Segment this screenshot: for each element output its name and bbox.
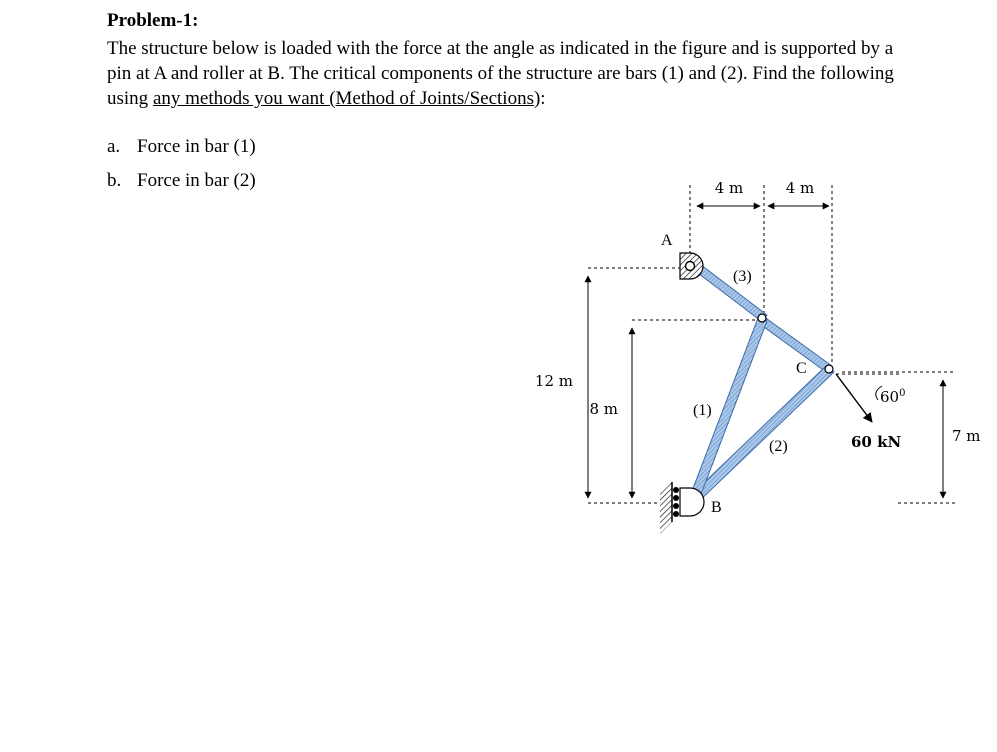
pin-support-a [680, 253, 703, 279]
force-arrow [836, 374, 872, 422]
dim-label-8m: 8 m [589, 400, 618, 418]
bar-2-member [687, 366, 834, 505]
roller-b-wheel-4 [673, 511, 679, 517]
angle-value: $60^0$ [880, 388, 906, 406]
pin-a-hole [686, 262, 695, 271]
question-b-marker: b. [107, 170, 122, 191]
statement-underlined: any methods you want (Method of Joints/Sections [152, 88, 534, 109]
dim-label-right-span: 4 m [785, 179, 815, 197]
bar-2-upper-member [757, 316, 832, 372]
question-b-text: Force in bar (2) [137, 170, 256, 191]
dim-label-left-span: 4 m [714, 179, 744, 197]
dim-label-7m: 7 m [952, 427, 981, 445]
load-60kn [836, 374, 905, 451]
joint-c-pin [825, 365, 833, 373]
joint-top-pin [758, 314, 766, 322]
question-a-marker: a. [107, 136, 121, 157]
roller-b-body [680, 488, 704, 516]
roller-b-wheel-1 [673, 487, 679, 493]
roller-b-ground-hatch [660, 482, 672, 534]
statement-part1: The structure below is loaded with the force at the angle as indicated in the figure and is supported by a pin at A and roller at B. The critical components of the structure are bars (1) and (2). Find the following using [107, 38, 894, 109]
question-a-text: Force in bar (1) [137, 136, 256, 157]
bar-label-1: (1) [693, 402, 712, 419]
dim-label-12m: 12 m [534, 372, 573, 390]
bar-label-2: (2) [769, 438, 788, 455]
roller-b-wheel-2 [673, 495, 679, 501]
roller-b-wheel-3 [673, 503, 679, 509]
bar-label-3: (3) [733, 268, 752, 285]
node-label-b: B [711, 499, 722, 516]
statement-part2: ): [533, 88, 546, 109]
roller-support-b [660, 482, 704, 534]
node-label-c: C [796, 360, 807, 377]
force-magnitude: 60 kN [851, 433, 902, 451]
problem-title: Problem-1: [107, 10, 199, 31]
node-label-a: A [661, 232, 673, 249]
